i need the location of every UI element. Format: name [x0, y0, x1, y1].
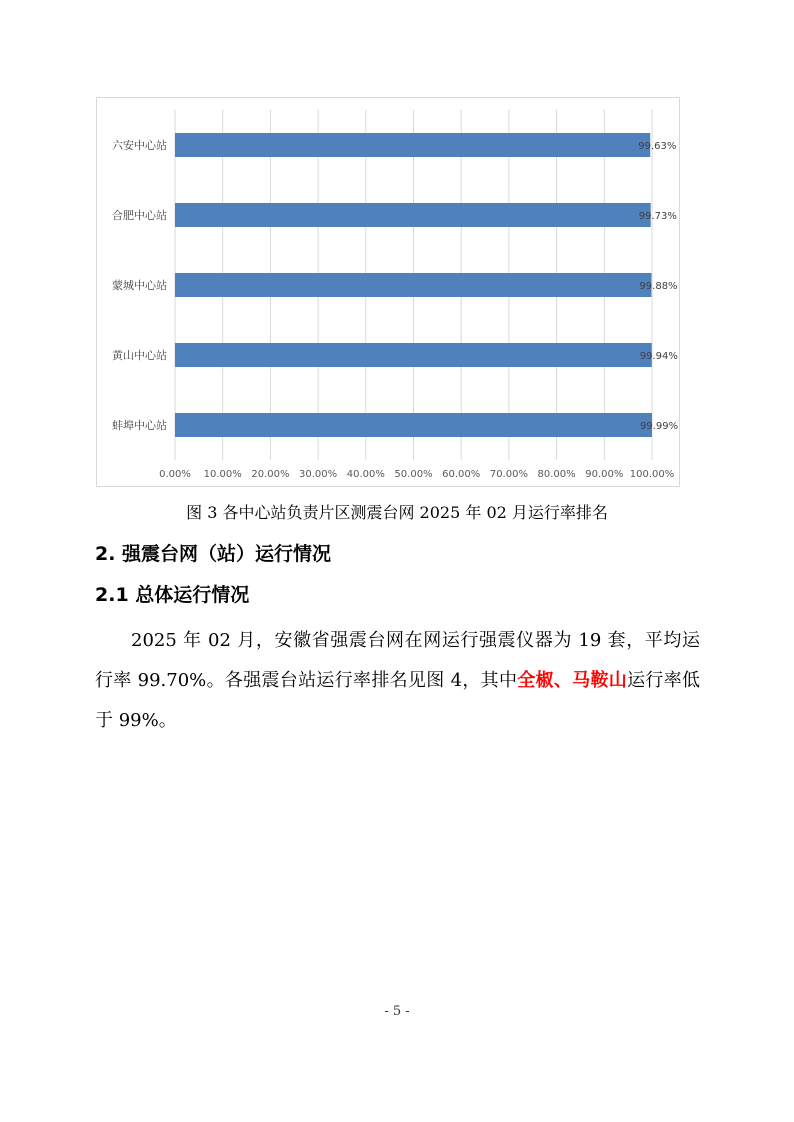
data-label: 99.73%	[638, 211, 677, 222]
x-tick-label: 20.00%	[251, 469, 290, 480]
data-label: 99.88%	[639, 281, 678, 292]
paragraph-text-after: 运行率低于 99%。	[95, 670, 701, 731]
category-label: 六安中心站	[112, 139, 167, 152]
body-paragraph	[95, 621, 700, 741]
paragraph-text-before: 2025 年 02 月，安徽省强震台网在网运行强震仪器为 19 套，平均运行率 99.70%。各强震台站运行率排名见图 4，其中	[95, 630, 700, 691]
data-label: 99.63%	[638, 141, 677, 152]
x-tick-label: 70.00%	[489, 469, 528, 480]
bar	[175, 273, 651, 297]
x-tick-label: 40.00%	[346, 469, 385, 480]
x-tick-label: 0.00%	[159, 469, 191, 480]
bar	[175, 203, 651, 227]
bar	[175, 343, 652, 367]
x-tick-label: 60.00%	[442, 469, 481, 480]
subsection-heading: 2.1 总体运行情况	[95, 584, 250, 606]
x-tick-label: 100.00%	[629, 469, 675, 480]
page-number: - 5 -	[384, 1004, 410, 1019]
section-heading: 2. 强震台网（站）运行情况	[95, 543, 332, 565]
figure-caption: 图 3 各中心站负责片区测震台网 2025 年 02 月运行率排名	[186, 503, 608, 522]
category-label: 蒙城中心站	[112, 279, 167, 292]
bar	[175, 133, 650, 157]
chart-frame	[96, 97, 680, 487]
x-tick-label: 90.00%	[585, 469, 624, 480]
x-tick-label: 50.00%	[394, 469, 433, 480]
x-tick-label: 10.00%	[203, 469, 242, 480]
x-tick-label: 30.00%	[299, 469, 338, 480]
x-tick-label: 80.00%	[537, 469, 576, 480]
data-label: 99.94%	[639, 351, 678, 362]
category-label: 合肥中心站	[112, 209, 167, 222]
category-label: 蚌埠中心站	[112, 419, 167, 432]
category-label: 黄山中心站	[112, 349, 167, 362]
paragraph-highlight: 全椒、马鞍山	[517, 670, 628, 691]
bar-chart	[97, 98, 681, 488]
bar	[175, 413, 652, 437]
data-label: 99.99%	[639, 421, 679, 432]
